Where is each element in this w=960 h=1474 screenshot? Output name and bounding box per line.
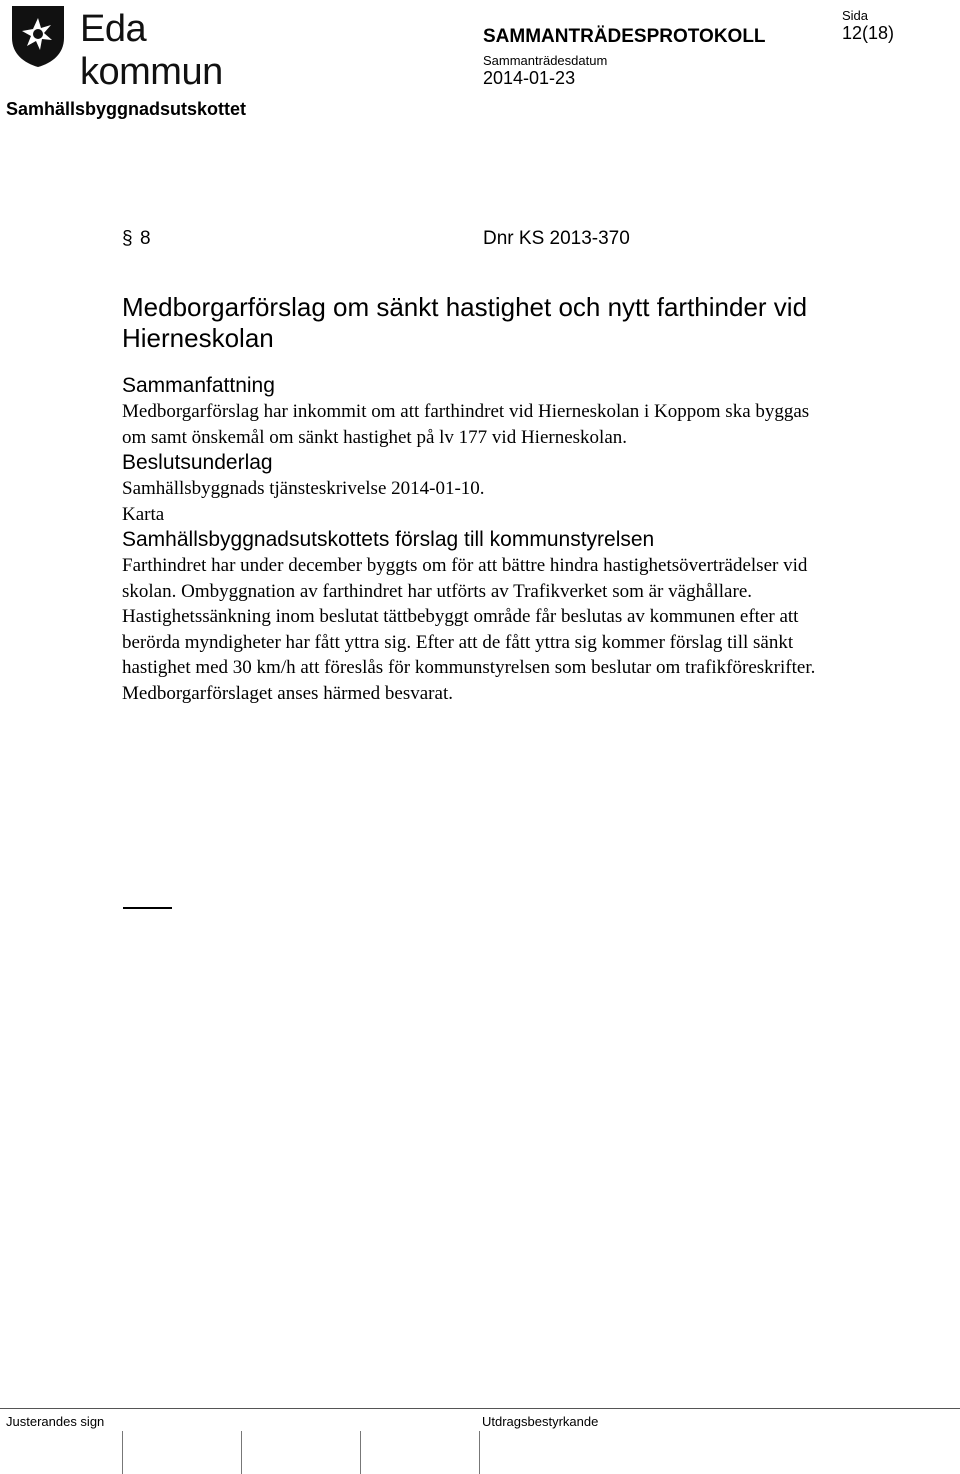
proposal-paragraph: Hastighetssänkning inom beslutat tättbebyggt område får beslutas av kommunen efter att berörda myndigheter har fått yttra sig. Efter att de fått yttra sig kommer förslag till sänkt hastighet med 30 km/h att föreslås för kommunstyrelsen som beslutar om trafikföreskrifter. <box>122 606 816 678</box>
page-label: Sida <box>842 8 869 23</box>
basis-item: Samhällsbyggnads tjänsteskrivelse 2014-01-10. <box>122 478 485 499</box>
signature-box-divider <box>122 1431 123 1474</box>
basis-item: Karta <box>122 503 165 525</box>
proposal-paragraph: Medborgarförslaget anses härmed besvarat. <box>122 682 453 704</box>
logo <box>8 4 298 93</box>
document-type: SAMMANTRÄDESPROTOKOLL <box>483 26 766 47</box>
coat-of-arms-icon <box>8 4 68 68</box>
committee-name: Samhällsbyggnadsutskottet <box>6 99 247 119</box>
proposal-paragraph: Farthindret har under december byggts om för att bättre hindra hastighetsöverträdelser vid skolan. Ombyggnation av farthindret har utförts av Trafikverket som är väghållare. <box>122 555 808 602</box>
case-number: Dnr KS 2013-370 <box>483 228 630 249</box>
basis-heading: Beslutsunderlag <box>122 451 273 474</box>
footer-rule <box>0 1408 960 1409</box>
signature-box-divider <box>241 1431 242 1474</box>
signature-box-divider <box>360 1431 361 1474</box>
logo-text: Eda kommun <box>80 8 223 93</box>
meeting-date-label: Sammanträdesdatum <box>483 53 608 68</box>
paragraph-sign: § <box>122 228 133 249</box>
summary-heading: Sammanfattning <box>122 374 275 397</box>
proposal-heading: Samhällsbyggnadsutskottets förslag till kommunstyrelsen <box>122 528 655 551</box>
signature-box-divider <box>479 1431 480 1474</box>
meeting-date: 2014-01-23 <box>483 68 576 88</box>
section-body <box>122 373 822 706</box>
page-number: 12(18) <box>842 23 895 43</box>
signature-label: Justerandes sign <box>6 1414 105 1429</box>
paragraph-number: 8 <box>140 228 151 249</box>
certification-label: Utdragsbestyrkande <box>482 1414 599 1429</box>
section-title: Medborgarförslag om sänkt hastighet och nytt farthinder vid Hierneskolan <box>122 292 808 353</box>
section-end-rule <box>123 907 172 909</box>
summary-text: Medborgarförslag har inkommit om att farthindret vid Hierneskolan i Koppom ska byggas om samt önskemål om sänkt hastighet på lv 177 vid Hierneskolan. <box>122 401 810 448</box>
